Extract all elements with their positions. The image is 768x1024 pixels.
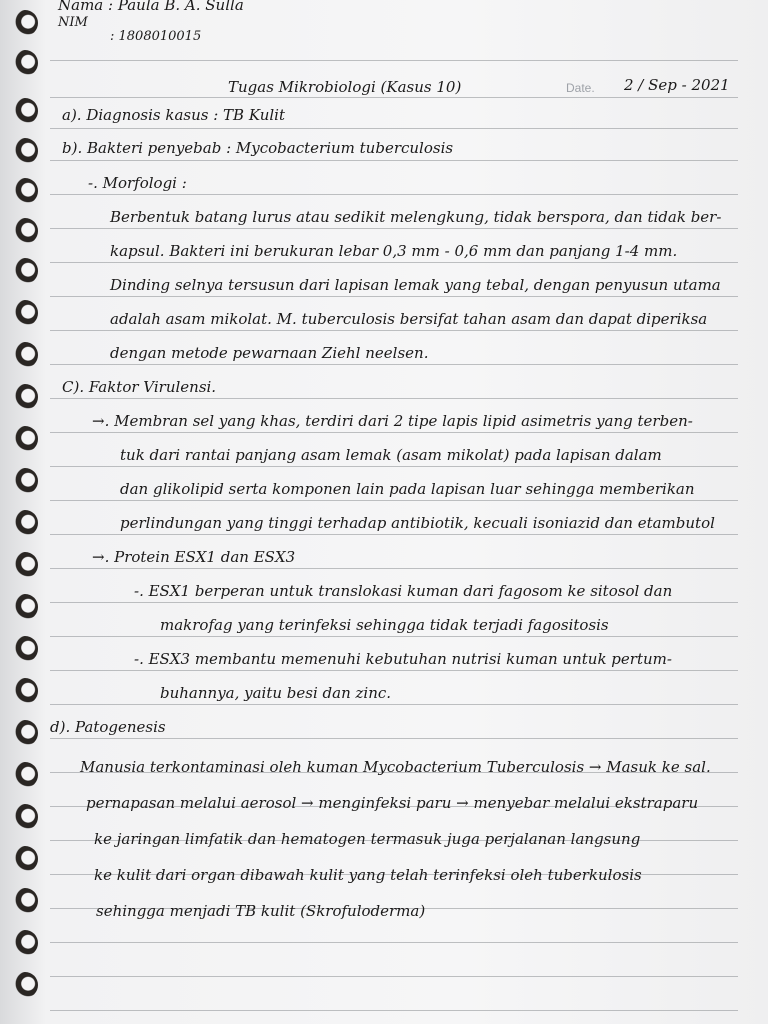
student-name: Nama : Paula B. A. Sulla [58, 0, 244, 14]
binding-hole [12, 342, 38, 368]
nim-label: NIM [58, 15, 88, 30]
pathogenesis-line: ke jaringan limfatik dan hematogen termasuk juga perjalanan langsung [94, 830, 641, 848]
date-value: 2 / Sep - 2021 [624, 76, 730, 94]
binding-hole [12, 50, 38, 76]
morphology-line: dengan metode pewarnaan Ziehl neelsen. [110, 344, 429, 362]
morphology-line: adalah asam mikolat. M. tuberculosis bersifat tahan asam dan dapat diperiksa [110, 310, 708, 328]
virulence-item-line: dan glikolipid serta komponen lain pada lapisan luar sehingga memberikan [120, 480, 695, 498]
binding-hole [12, 930, 38, 956]
ruled-line [50, 97, 738, 98]
binding-hole [12, 468, 38, 494]
binding-hole [12, 972, 38, 998]
virulence-item-line: perlindungan yang tinggi terhadap antibiotik, kecuali isoniazid dan etambutol [120, 514, 715, 532]
ruled-line [50, 330, 738, 331]
ruled-line [50, 636, 738, 637]
page-title: Tugas Mikrobiologi (Kasus 10) [228, 78, 462, 96]
ruled-line [50, 704, 738, 705]
pathogenesis-line: pernapasan melalui aerosol → menginfeksi paru → menyebar melalui ekstraparu [86, 794, 699, 812]
virulence-item-line: tuk dari rantai panjang asam lemak (asam mikolat) pada lapisan dalam [120, 446, 662, 464]
ruled-line [50, 466, 738, 467]
binding-hole [12, 846, 38, 872]
virulence-item-line: →. Membran sel yang khas, terdiri dari 2 tipe lapis lipid asimetris yang terben- [92, 412, 693, 430]
ruled-line [50, 296, 738, 297]
ruled-line [50, 194, 738, 195]
binding-hole [12, 98, 38, 124]
section-c-virulence: C). Faktor Virulensi. [62, 378, 217, 396]
esx1-line: -. ESX1 berperan untuk translokasi kuman dari fagosom ke sitosol dan [134, 582, 673, 600]
binding-hole [12, 510, 38, 536]
ruled-line [50, 262, 738, 263]
morphology-line: Dinding selnya tersusun dari lapisan lemak yang tebal, dengan penyusun utama [110, 276, 721, 294]
ruled-line [50, 942, 738, 943]
pathogenesis-line: sehingga menjadi TB kulit (Skrofuloderma) [96, 902, 426, 920]
morphology-heading: -. Morfologi : [88, 174, 187, 192]
section-d-pathogenesis: d). Patogenesis [50, 718, 166, 736]
binding-hole [12, 720, 38, 746]
nim-value: : 1808010015 [110, 29, 202, 44]
ruled-line [50, 128, 738, 129]
section-a-diagnosis: a). Diagnosis kasus : TB Kulit [62, 106, 285, 124]
ruled-line [50, 60, 738, 61]
esx3-line: -. ESX3 membantu memenuhi kebutuhan nutrisi kuman untuk pertum- [134, 650, 672, 668]
ruled-line [50, 500, 738, 501]
ruled-line [50, 602, 738, 603]
binding-hole [12, 178, 38, 204]
ruled-line [50, 534, 738, 535]
binding-hole [12, 552, 38, 578]
ruled-line [50, 398, 738, 399]
morphology-line: kapsul. Bakteri ini berukuran lebar 0,3 mm - 0,6 mm dan panjang 1-4 mm. [110, 242, 678, 260]
binding-hole [12, 426, 38, 452]
binding-hole [12, 218, 38, 244]
binding-hole [12, 10, 38, 36]
ruled-line [50, 1010, 738, 1011]
binding-hole [12, 762, 38, 788]
pathogenesis-line: Manusia terkontaminasi oleh kuman Mycobacterium Tuberculosis → Masuk ke sal. [80, 758, 711, 776]
ruled-line [50, 432, 738, 433]
ruled-line [50, 228, 738, 229]
binding-hole [12, 888, 38, 914]
ruled-line [50, 670, 738, 671]
section-b-bacteria: b). Bakteri penyebab : Mycobacterium tuberculosis [62, 139, 454, 157]
morphology-line: Berbentuk batang lurus atau sedikit melengkung, tidak berspora, dan tidak ber- [110, 208, 722, 226]
virulence-item-protein: →. Protein ESX1 dan ESX3 [92, 548, 296, 566]
binding-hole [12, 678, 38, 704]
binding-hole [12, 804, 38, 830]
binding-hole [12, 594, 38, 620]
ruled-line [50, 160, 738, 161]
binding-hole [12, 384, 38, 410]
ruled-line [50, 976, 738, 977]
date-label: Date. [566, 81, 595, 95]
ruled-line [50, 568, 738, 569]
pathogenesis-line: ke kulit dari organ dibawah kulit yang telah terinfeksi oleh tuberkulosis [94, 866, 642, 884]
esx3-line: buhannya, yaitu besi dan zinc. [160, 684, 392, 702]
binding-hole [12, 300, 38, 326]
ruled-line [50, 364, 738, 365]
binding-hole [12, 258, 38, 284]
binding-hole [12, 138, 38, 164]
binding-hole [12, 636, 38, 662]
ruled-line [50, 738, 738, 739]
esx1-line: makrofag yang terinfeksi sehingga tidak terjadi fagositosis [160, 616, 609, 634]
